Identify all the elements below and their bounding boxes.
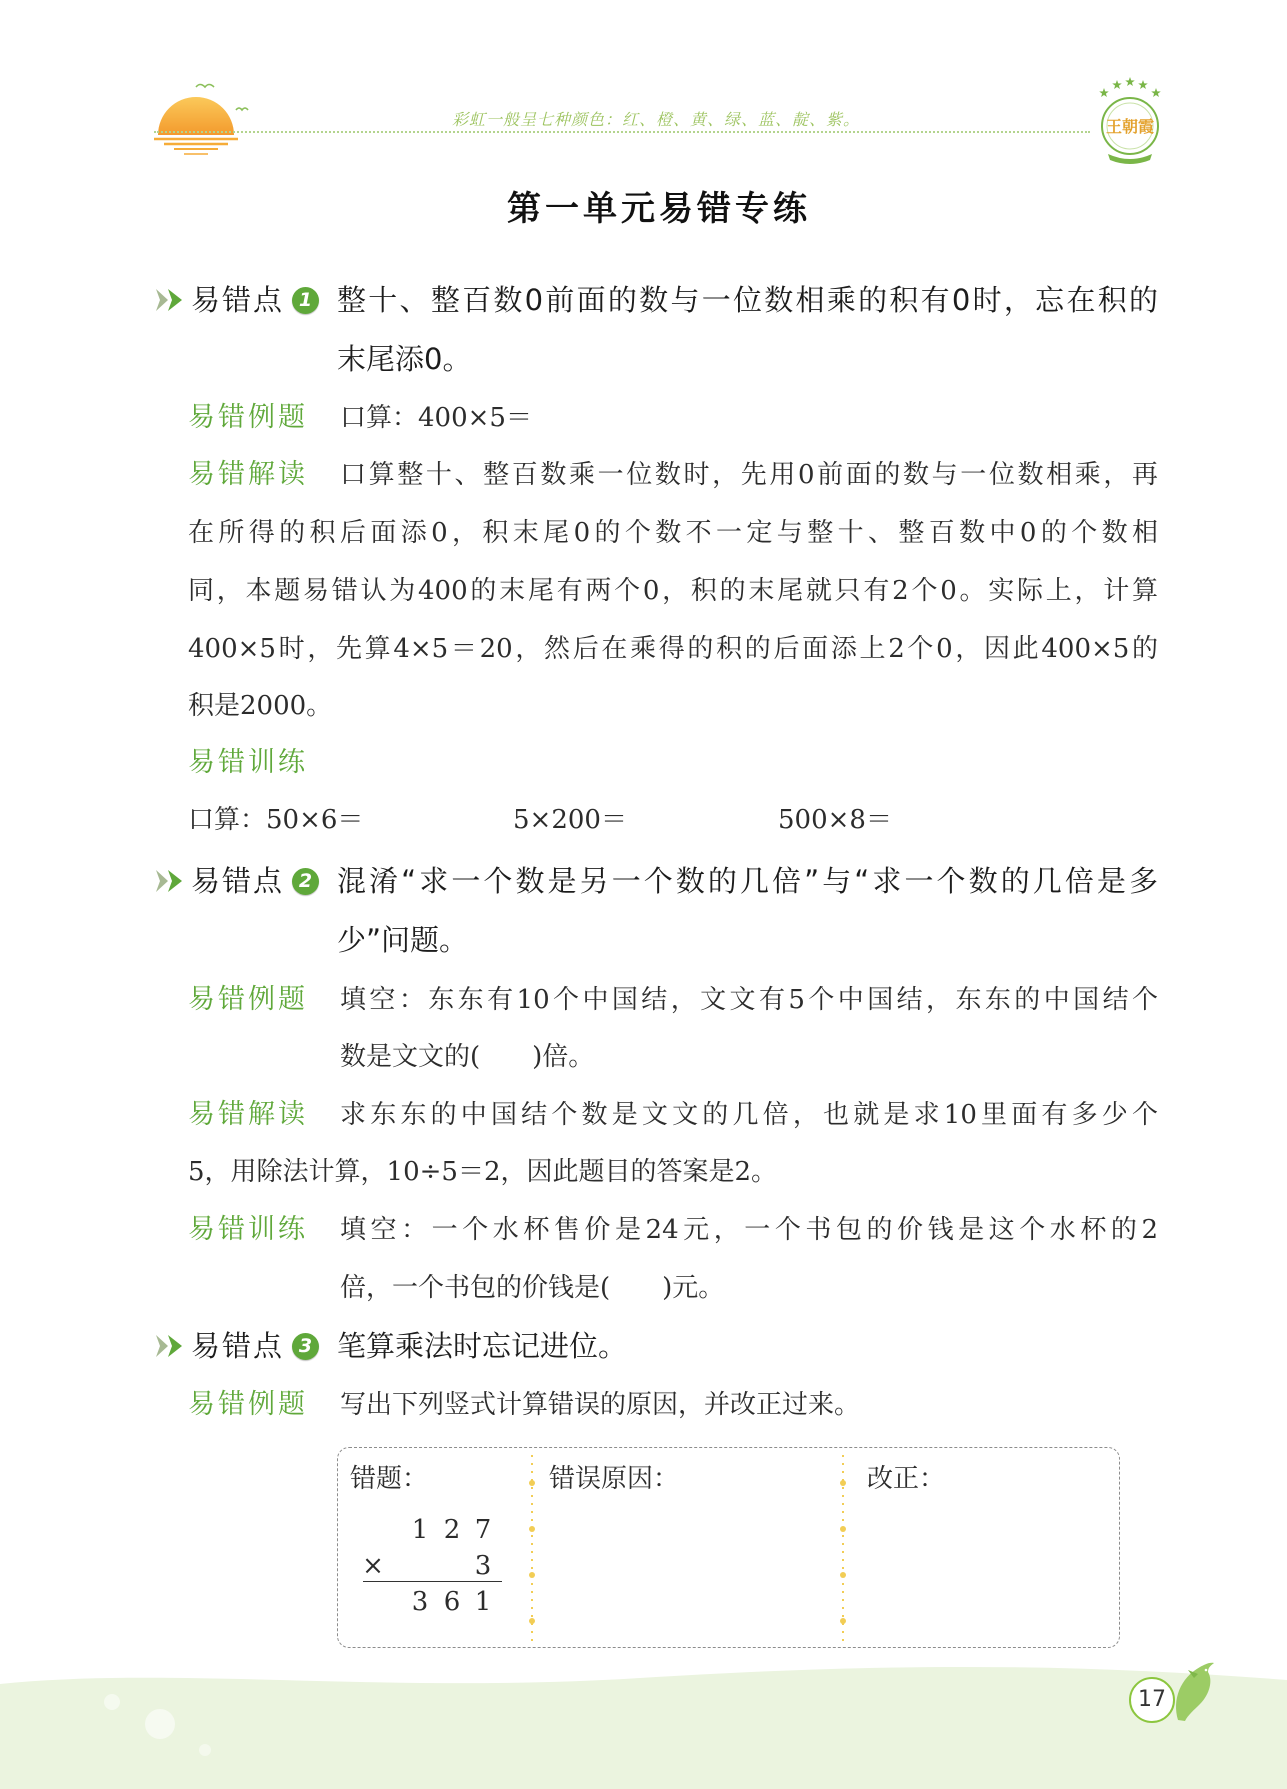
analysis-text: 口算整十、整百数乘一位数时，先用0前面的数与一位数相乘，再 — [340, 460, 1158, 490]
error-point-number-badge: 2 — [292, 868, 319, 895]
error-point-heading: 少”问题。 — [337, 923, 469, 957]
example-label: 易错例题 — [188, 1389, 308, 1420]
analysis-text: 400×5时，先算4×5＝20，然后在乘得的积的后面添上2个0，因此400×5的 — [188, 634, 1158, 664]
practice-item: 5×200＝ — [513, 805, 627, 835]
column-divider — [526, 1455, 538, 1643]
analysis-text: 5，用除法计算，10÷5＝2，因此题目的答案是2。 — [188, 1157, 778, 1187]
example-text: 写出下列竖式计算错误的原因，并改正过来。 — [340, 1390, 861, 1420]
logo-ribbon — [1108, 154, 1152, 164]
star-icons — [1099, 77, 1161, 97]
bird-icon — [236, 108, 248, 110]
error-point-tag: 易错点 — [191, 283, 285, 317]
product-digit: 6 — [443, 1587, 461, 1617]
logo-text: 王朝霞 — [1105, 117, 1155, 136]
table-header-correction: 改正： — [867, 1464, 946, 1494]
error-point-tag: 易错点 — [191, 1329, 285, 1363]
analysis-text: 积是2000。 — [188, 691, 333, 721]
dolphin-icon — [1172, 1658, 1218, 1724]
page-number: 17 — [1129, 1677, 1175, 1723]
error-point-number-badge: 1 — [292, 287, 319, 314]
double-chevron-icon — [155, 1333, 185, 1359]
error-point-heading: 末尾添0。 — [337, 342, 472, 376]
multiplicand-digit: 7 — [474, 1515, 492, 1545]
double-chevron-icon — [155, 287, 185, 313]
practice-text: 填空：一个水杯售价是24元，一个书包的价钱是这个水杯的2 — [340, 1215, 1158, 1245]
practice-item: 500×8＝ — [778, 805, 892, 835]
analysis-label: 易错解读 — [188, 459, 308, 490]
multiply-operator: × — [362, 1551, 384, 1581]
example-label: 易错例题 — [188, 402, 308, 433]
page-title: 第一单元易错专练 — [507, 189, 811, 229]
double-chevron-icon — [155, 868, 185, 894]
error-point-heading: 整十、整百数0前面的数与一位数相乘的积有0时，忘在积的 — [337, 283, 1158, 317]
footer-wave-background — [0, 1660, 1287, 1789]
header-divider — [154, 131, 1090, 133]
error-point-heading: 笔算乘法时忘记进位。 — [337, 1329, 628, 1363]
error-point-header-1 — [150, 280, 330, 320]
product-digit: 3 — [411, 1587, 429, 1617]
error-point-tag: 易错点 — [191, 864, 285, 898]
product-digit: 1 — [474, 1587, 492, 1617]
multiplier-digit: 3 — [474, 1551, 492, 1581]
table-header-wrong-problem: 错题： — [350, 1464, 429, 1494]
example-text: 口算：400×5＝ — [340, 403, 532, 433]
error-point-heading: 混淆“求一个数是另一个数的几倍”与“求一个数的几倍是多 — [337, 864, 1158, 898]
analysis-text: 在所得的积后面添0，积末尾0的个数不一定与整十、整百数中0的个数相 — [188, 518, 1158, 548]
table-header-error-reason: 错误原因： — [549, 1464, 680, 1494]
error-point-header-2 — [150, 861, 330, 901]
column-divider — [837, 1455, 849, 1643]
practice-label: 易错训练 — [188, 747, 308, 778]
example-label: 易错例题 — [188, 984, 308, 1015]
practice-label: 易错训练 — [188, 1214, 308, 1245]
error-point-number-badge: 3 — [292, 1333, 319, 1360]
error-point-header-3 — [150, 1326, 330, 1366]
example-text: 数是文文的( )倍。 — [340, 1042, 595, 1072]
publisher-logo — [1088, 76, 1172, 168]
analysis-text: 同，本题易错认为400的末尾有两个0，积的末尾就只有2个0。实际上，计算 — [188, 576, 1158, 606]
header-slogan: 彩虹一般呈七种颜色：红、橙、黄、绿、蓝、靛、紫。 — [452, 110, 861, 129]
bird-icon — [196, 85, 214, 88]
multiplicand-digit: 2 — [443, 1515, 461, 1545]
practice-item: 口算：50×6＝ — [188, 805, 364, 835]
practice-text: 倍，一个书包的价钱是( )元。 — [340, 1273, 725, 1303]
analysis-label: 易错解读 — [188, 1099, 308, 1130]
analysis-text: 求东东的中国结个数是文文的几倍，也就是求10里面有多少个 — [340, 1100, 1158, 1130]
example-text: 填空：东东有10个中国结，文文有5个中国结，东东的中国结个 — [340, 985, 1158, 1015]
multiplicand-digit: 1 — [411, 1515, 429, 1545]
sunset-icon — [150, 78, 260, 158]
